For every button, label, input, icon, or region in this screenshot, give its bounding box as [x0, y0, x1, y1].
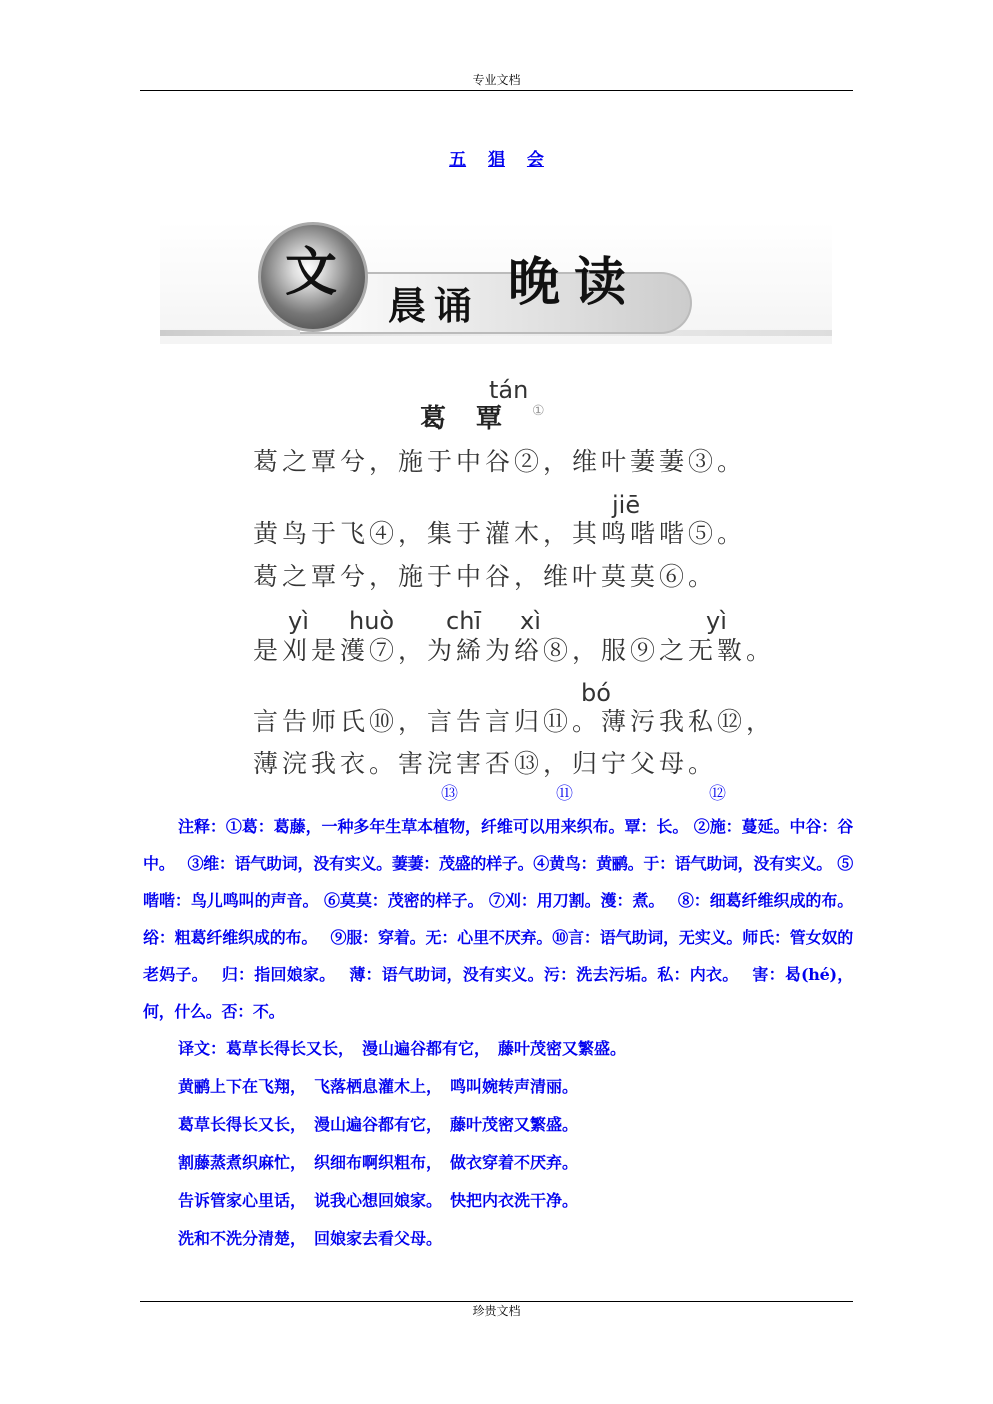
pinyin: bó [581, 679, 611, 707]
poem-line: 薄浣我衣。害浣害否⑬，归宁父母。 [253, 749, 718, 778]
banner-label-large: 晚读 [508, 252, 641, 313]
poem-line: 言告师氏⑩，言告言归⑪。薄污我私⑫， [253, 707, 776, 736]
leaping-figure-emblem-icon [258, 222, 368, 332]
page-footer: 珍贵文档 [472, 1304, 521, 1318]
poem-line: 是刈是濩⑦，为絺为绤⑧，服⑨之无斁。 [253, 636, 776, 665]
stray-note-mark: ⑬ [441, 784, 458, 804]
translation-line: 割藤蒸煮织麻忙， 织细布啊织粗布， 做衣穿着不厌弃。 [178, 1153, 579, 1172]
annotations: 注释：①葛：葛藤，一种多年生草本植物，纤维可以用来织布。覃：长。 ②施：蔓延。中谷：谷中。 ③维：语气助词，没有实义。萋萋：茂盛的样子。④黄鸟：黄鹂。于：语气助词，没有实义。 ⑤喈喈：鸟儿鸣叫的声音。 ⑥莫莫：茂密的样子。 ⑦刈：用刀割。濩：煮。 ⑧：细葛纤维织成的布。绤：粗葛纤维织成的布。 ⑨服：穿着。无：心里不厌弃。⑩言：语气助词，无实义。师氏：管女奴的老妈子。 归：指回娘家。 薄：语气助词，没有实义。污：洗去污垢。私：内衣。 害：曷(hé)，何，什么。否：不。 [143, 817, 853, 1021]
emblem-glyph: 文 [285, 242, 338, 303]
translation-line: 译文：葛草长得长又长， 漫山遍谷都有它， 藤叶茂密又繁盛。 [178, 1039, 627, 1058]
stray-note-mark: ⑫ [709, 784, 726, 804]
pinyin: yì [288, 607, 309, 635]
stray-note-mark: ⑪ [556, 784, 573, 804]
pinyin: tán [489, 376, 529, 404]
poem-title [420, 404, 545, 434]
page-header: 专业文档 [472, 73, 521, 87]
header-rule [140, 90, 853, 91]
pinyin: yì [706, 607, 727, 635]
poem-title-note: ① [532, 403, 545, 419]
section-title-char: 猖 [488, 150, 505, 170]
section-title [0, 150, 993, 170]
translation-line: 告诉管家心里话， 说我心想回娘家。 快把内衣洗干净。 [178, 1191, 579, 1210]
pinyin: jiē [612, 491, 641, 519]
morning-evening-reading-banner [160, 222, 832, 344]
translation-line: 葛草长得长又长， 漫山遍谷都有它， 藤叶茂密又繁盛。 [178, 1115, 579, 1134]
pinyin: xì [520, 607, 541, 635]
banner-label-small: 晨诵 [388, 283, 481, 328]
poem-line: 葛之覃兮，施于中谷②，维叶萋萋③。 [253, 447, 747, 476]
pinyin: chī [446, 607, 482, 635]
notes-and-translation [143, 808, 853, 1258]
poem-title-text: 葛覃 [420, 404, 533, 434]
pinyin: huò [349, 607, 395, 635]
translation-line: 洗和不洗分清楚， 回娘家去看父母。 [178, 1229, 443, 1248]
section-title-char: 五 [449, 150, 467, 170]
section-title-char: 会 [526, 150, 544, 170]
poem-line: 黄鸟于飞④，集于灌木，其鸣喈喈⑤。 [253, 519, 747, 548]
translation-line: 黄鹂上下在飞翔， 飞落栖息灌木上， 鸣叫婉转声清丽。 [178, 1077, 579, 1096]
poem-line: 葛之覃兮，施于中谷，维叶莫莫⑥。 [253, 562, 718, 591]
footer-rule [140, 1301, 853, 1302]
